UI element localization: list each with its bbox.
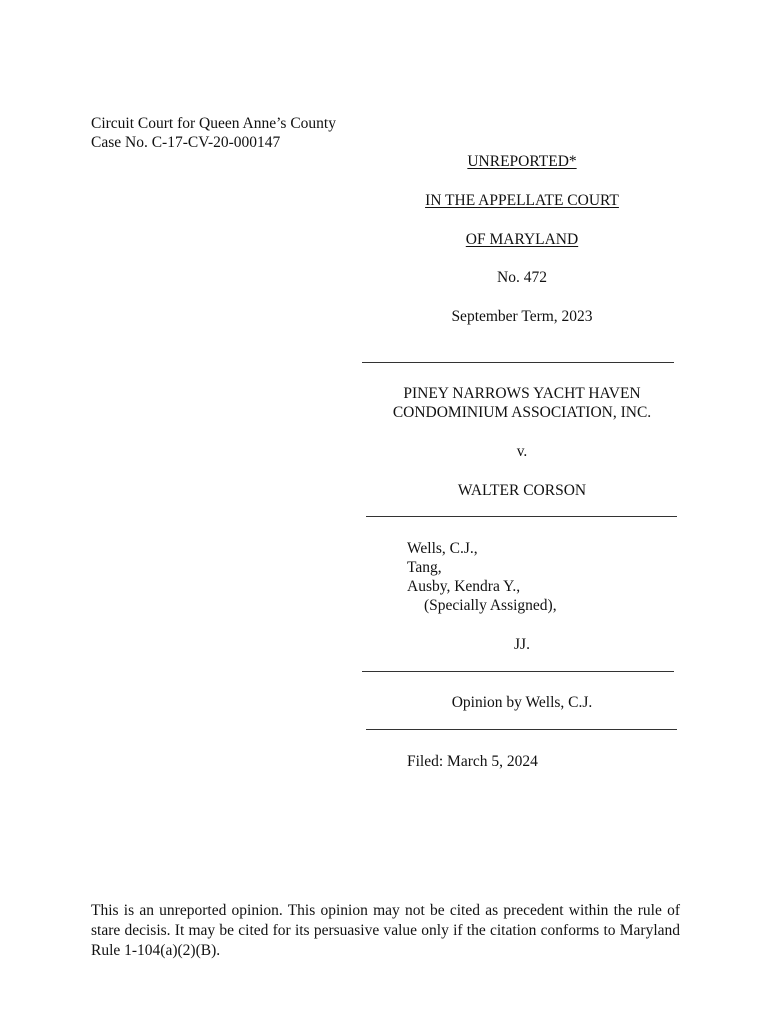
unreported-label: UNREPORTED* xyxy=(467,153,577,170)
appellee: WALTER CORSON xyxy=(457,482,587,499)
divider-rule xyxy=(362,671,674,672)
opinion-by: Opinion by Wells, C.J. xyxy=(451,694,593,711)
court-name-line-1: IN THE APPELLATE COURT xyxy=(425,192,619,209)
versus: v. xyxy=(516,443,528,460)
filed-date: Filed: March 5, 2024 xyxy=(407,753,538,770)
appellant-line-1: PINEY NARROWS YACHT HAVEN xyxy=(403,385,641,402)
judges-suffix: JJ. xyxy=(514,636,530,653)
divider-rule xyxy=(366,729,677,730)
judge-line: Wells, C.J., xyxy=(407,540,478,557)
docket-number: No. 472 xyxy=(497,269,547,286)
unreported-opinion-note: This is an unreported opinion. This opinion may not be cited as precedent within the rule of stare decisis. It may be cited for its persuasive value only if the citation conforms to Maryland Rule 1-104(a)(2)(B). xyxy=(91,902,680,959)
appellant-line-2: CONDOMINIUM ASSOCIATION, INC. xyxy=(392,404,652,421)
divider-rule xyxy=(366,516,677,517)
divider-rule xyxy=(362,362,674,363)
judge-line: Ausby, Kendra Y., xyxy=(407,578,521,595)
term: September Term, 2023 xyxy=(451,308,593,325)
circuit-court-line: Circuit Court for Queen Anne’s County xyxy=(91,115,336,132)
court-name-line-2: OF MARYLAND xyxy=(465,231,579,248)
judge-line: (Specially Assigned), xyxy=(424,597,557,614)
case-number: Case No. C-17-CV-20-000147 xyxy=(91,134,281,151)
judge-line: Tang, xyxy=(407,559,442,576)
